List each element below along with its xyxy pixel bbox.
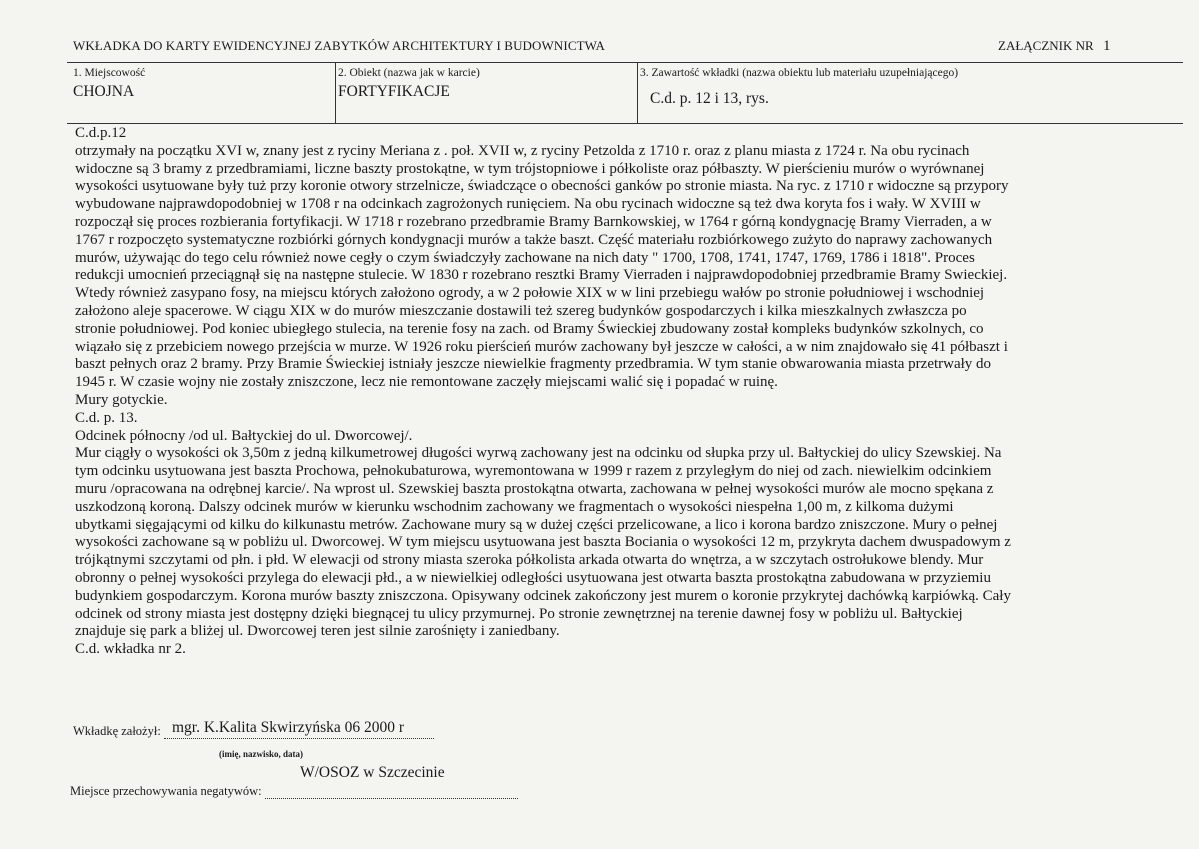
negatives-label: Miejsce przechowywania negatywów: (70, 784, 262, 798)
locality-cell (67, 63, 335, 123)
created-by-label: Wkładkę założył: (73, 724, 161, 738)
content-cell (637, 63, 1184, 123)
created-by-hint: (imię, nazwisko, data) (219, 749, 303, 759)
content-label: 3. Zawartość wkładki (nazwa obiektu lub materiału uzupełniającego) (640, 67, 959, 79)
object-label: 2. Obiekt (nazwa jak w karcie) (338, 67, 480, 79)
locality-value: CHOJNA (73, 83, 135, 100)
content-value: C.d. p. 12 i 13, rys. (650, 90, 769, 107)
office-name: W/OSOZ w Szczecinie (300, 764, 445, 781)
form-title: WKŁADKA DO KARTY EWIDENCYJNEJ ZABYTKÓW ARCHITEKTURY I BUDOWNICTWA (73, 38, 606, 53)
negatives-row (70, 784, 518, 799)
body-text (75, 125, 1160, 659)
created-by-value: mgr. K.Kalita Skwirzyńska 06 2000 r (172, 719, 405, 736)
locality-label: 1. Miejscowość (73, 67, 146, 79)
annex-label (998, 38, 1110, 55)
object-value: FORTYFIKACJE (338, 83, 450, 100)
object-cell (335, 63, 638, 123)
header-fields-table (67, 62, 1183, 124)
body-paragraph: C.d.p.12 otrzymały na początku XVI w, znany jest z ryciny Meriana z . poł. XVII w, z ryciny Petzolda z 1710 r. oraz z planu miasta z 1724 r. Na obu rycinach widoczne są 3 bramy z przedbramiami, liczne baszty prostokątne, w tym trójstopniowe i półkoliste oraz półbaszty. W pierścieniu murów o wyrównanej wysokości usytuowane były tuż przy koronie otwory strzelnicze, świadczące o obecności ganków po stronie miasta. Na ryc. z 1710 r widoczne są przypory wybudowane najprawdopodobniej w 1708 r na odcinkach zagrożonych runięciem. Na obu rycinach widoczne są też dwa koryta fos i wały. W XVIII w rozpoczął się proces rozbierania fortyfikacji. W 1718 r rozebrano przedbramie Bramy Barnkowskiej, w 1764 r górną kondygnację Bramy Vierraden, a w 1767 r rozpoczęto systematyczne rozbiórki górnych kondygnacji murów a także baszt. Część materiału rozbiórkowego zużyto do naprawy zachowanych murów, używając do tego celu również nowe cegły o czym świadczyły zachowane na nich daty " 1700, 1708, 1741, 1747, 1769, 1786 i 1818". Proces redukcji umocnień przeciągnął się na następne stulecie. W 1830 r rozebrano resztki Bramy Vierraden i najprawdopodobniej przedbramie Bramy Swieckiej. Wtedy również zasypano fosy, na miejscu których założono ogrody, a w 2 połowie XIX w w lini przebiegu wałów po stronie południowej i wschodniej założono aleje spacerowe. W ciągu XIX w do murów mieszczanie dostawili też szereg budynków gospodarczych i kilka mieszkalnych zwłaszcza po stronie południowej. Pod koniec ubiegłego stulecia, na terenie fosy na zach. od Bramy Świeckiej zbudowany został kompleks budynków szkolnych, co wiązało się z przebiciem nowego przejścia w murze. W 1926 roku pierścień murów zachowany był jeszcze w całości, a w nim znajdowało się 41 półbaszt i baszt pełnych oraz 2 bramy. Przy Bramie Świeckiej istniały jeszcze niewielkie fragmenty przedbramia. W tym stanie obwarowania miasta przetrwały do 1945 r. W czasie wojny nie zostały zniszczone, lecz nie remontowane zaczęły miejscami walić się i popadać w ruinę. Mury gotyckie. C.d. p. 13. Odcinek północny /od ul. Bałtyckiej do ul. Dworcowej/. Mur ciągły o wysokości ok 3,50m z jedną kilkumetrowej długości wyrwą zachowany jest na odcinku od słupka przy ul. Bałtyckiej do ulicy Szewskiej. Na tym odcinku usytuowana jest baszta Prochowa, pełnokubaturowa, wyremontowana w 1999 r razem z przyległym do niej od zach. niewielkim odcinkiem muru /opracowana na odrębnej karcie/. Na wprost ul. Szewskiej baszta prostokątna otwarta, zachowana w pełnej wysokości murów ale mocno spękana z uszkodzoną koroną. Dalszy odcinek murów w kierunku wschodnim zachowany we fragmentach o wysokości niespełna 1,00 m, z kilkoma dużymi ubytkami sięgającymi od kilku do kilkunastu metrów. Zachowane mury są w dużej części przelicowane, a lico i korona bardzo zniszczone. Mury o pełnej wysokości zachowane są w pobliżu ul. Dworcowej. W tym miejscu usytuowana jest baszta Bociania o wysokości 12 m, przykryta dachem dwuspadowym z trójkątnymi szczytami od płn. i płd. W elewacji od strony miasta szeroka półkolista arkada otwarta do wnętrza, a w szczytach ostrołukowe blendy. Mur obronny o pełnej wysokości przylega do elewacji płd., a w niewielkiej odległości usytuowana jest otwarta baszta prostokątna zabudowana w przyziemiu budynkiem gospodarczym. Korona murów baszty zniszczona. Opisywany odcinek zakończony jest murem o koronie przykrytej dachówką karpiówką. Cały odcinek od strony miasta jest dostępny dzięki biegnącej tu ulicy przymurnej. Po stronie zewnętrznej na terenie dawnej fosy w pobliżu ul. Bałtyckiej znajduje się park a bliżej ul. Dworcowej teren jest silnie zarośnięty i zaniedbany. C.d. wkładka nr 2. (75, 125, 1011, 658)
negatives-dotted-line (265, 786, 518, 799)
annex-number: 1 (1102, 38, 1111, 54)
annex-label-text: ZAŁĄCZNIK NR (998, 38, 1094, 53)
